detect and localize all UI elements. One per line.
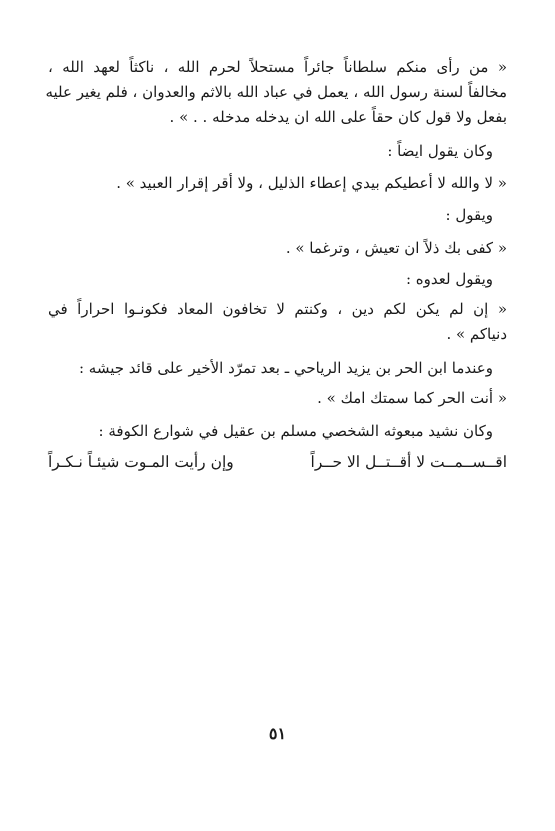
quote-line: « أنت الحر كما سمتك امك » .	[317, 389, 507, 407]
paragraph-line: وعندما ابن الحر بن يزيد الرياحي ـ بعد تمرّد الأخير على قائد جيشه :	[78, 359, 493, 377]
quote-line: دنياكم » .	[446, 325, 507, 343]
page-number: ٥١	[268, 724, 287, 743]
quote-line: « كفى بك ذلاً ان تعيش ، وترغما » .	[285, 239, 507, 257]
paragraph-line: وكان نشيد مبعوثه الشخصي مسلم بن عقيل في شوارع الكوفة :	[98, 422, 493, 440]
paragraph-line: ويقول :	[445, 206, 493, 224]
verse-first-hemistich: اقــســمــت لا أقــتــل الا حــراً	[310, 453, 507, 471]
paragraph-line: « من رأى منكم سلطاناً جائراً مستحلاً لحرم الله ، ناكثاً لعهد الله ،	[48, 58, 507, 76]
quote-line: « إن لم يكن لكم دين ، وكنتم لا تخافون المعاد فكونـوا احراراً في	[48, 300, 507, 318]
paragraph-line: مخالفاً لسنة رسول الله ، يعمل في عباد الله بالاثم والعدوان ، فلم يغير عليه	[45, 83, 507, 101]
paragraph-line: بفعل ولا قول كان حقاً على الله ان يدخله مدخله . . » .	[169, 108, 507, 126]
paragraph-line: وكان يقول ايضاً :	[387, 142, 493, 160]
paragraph-line: ويقول لعدوه :	[405, 270, 493, 288]
quote-line: « لا والله لا أعطيكم بيدي إعطاء الذليل ، ولا أقر إقرار العبيد » .	[116, 174, 507, 192]
verse-second-hemistich: وإن رأيت المـوت شيئـاً نـكـراً	[48, 453, 234, 471]
